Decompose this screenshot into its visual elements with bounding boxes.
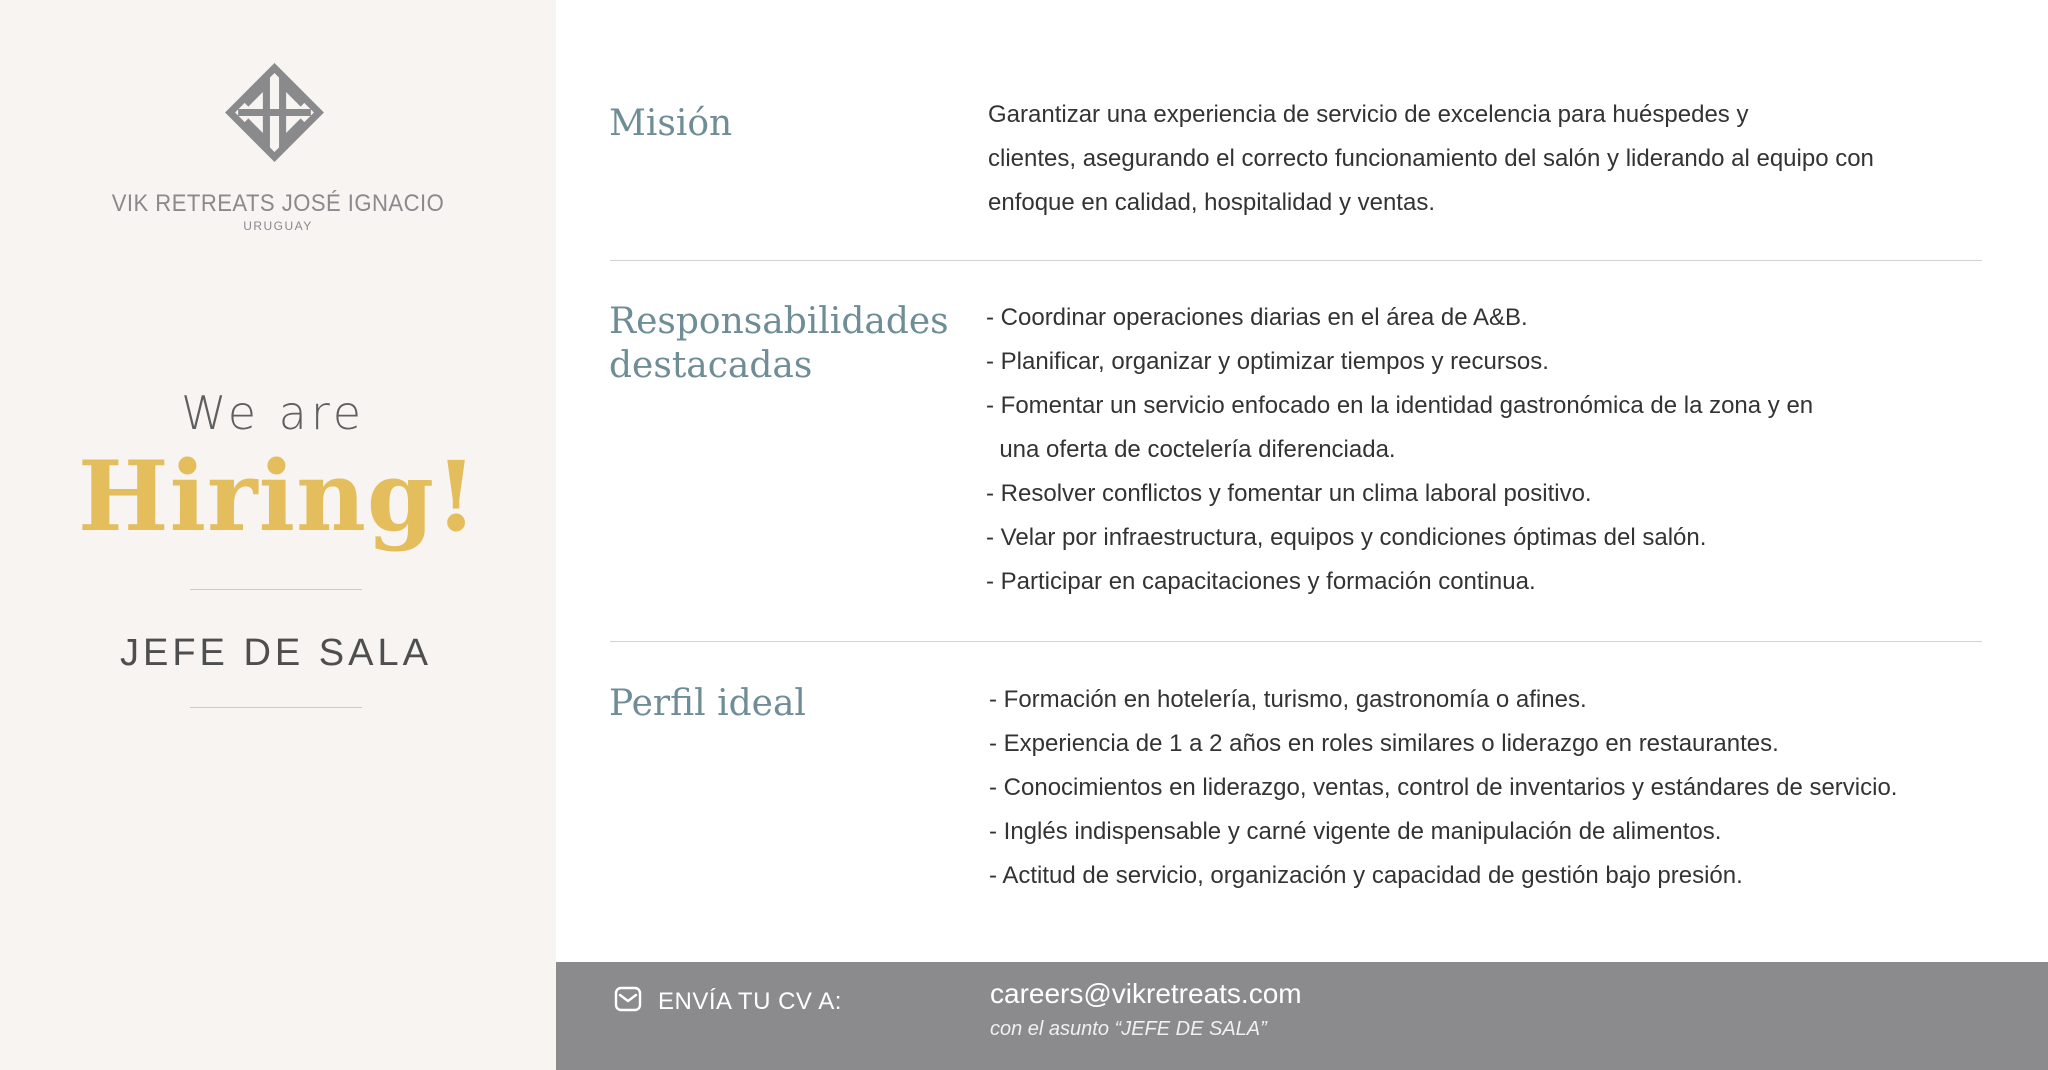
job-title: JEFE DE SALA	[120, 632, 432, 674]
brand-logo-icon	[224, 62, 325, 163]
divider-top	[190, 589, 362, 590]
mision-line: clientes, asegurando el correcto funcionamiento del salón y liderando al equipo con	[988, 145, 1874, 172]
list-item: - Experiencia de 1 a 2 años en roles similares o liderazgo en restaurantes.	[989, 730, 1779, 757]
section-body-responsabilidades	[986, 296, 1813, 604]
headline-hiring: Hiring!	[77, 440, 479, 553]
divider-bottom	[190, 707, 362, 708]
section-title-line: Responsabilidades	[609, 301, 949, 342]
list-item: una oferta de coctelería diferenciada.	[986, 436, 1396, 463]
list-item: - Planificar, organizar y optimizar tiempos y recursos.	[986, 348, 1549, 375]
brand-country: URUGUAY	[243, 219, 313, 233]
cta-label: ENVÍA TU CV A:	[658, 988, 842, 1015]
list-item: - Coordinar operaciones diarias en el área de A&B.	[986, 304, 1528, 331]
headline-we-are: We are	[180, 386, 366, 440]
list-item: - Conocimientos en liderazgo, ventas, control de inventarios y estándares de servicio.	[989, 774, 1898, 801]
section-title-responsabilidades	[609, 300, 949, 388]
list-item: - Velar por infraestructura, equipos y condiciones óptimas del salón.	[986, 524, 1707, 551]
mision-line: Garantizar una experiencia de servicio de excelencia para huéspedes y	[988, 101, 1749, 128]
section-title-line: destacadas	[609, 345, 813, 386]
mision-line: enfoque en calidad, hospitalidad y ventas.	[988, 189, 1435, 216]
left-panel	[0, 0, 556, 1070]
email-subject-note: con el asunto “JEFE DE SALA”	[990, 1018, 1267, 1040]
section-body-perfil	[989, 678, 1897, 898]
list-item: - Participar en capacitaciones y formación continua.	[986, 568, 1536, 595]
section-body-mision	[988, 93, 1874, 225]
list-item: - Actitud de servicio, organización y capacidad de gestión bajo presión.	[989, 862, 1743, 889]
list-item: - Formación en hotelería, turismo, gastronomía o afines.	[989, 686, 1587, 713]
footer-cta	[556, 962, 2048, 1070]
mail-icon	[614, 986, 642, 1012]
list-item: - Inglés indispensable y carné vigente de manipulación de alimentos.	[989, 818, 1722, 845]
section-title-perfil: Perfil ideal	[609, 683, 806, 724]
section-title-mision: Misión	[609, 103, 733, 144]
content-panel	[556, 0, 2048, 962]
section-divider	[610, 260, 1982, 261]
list-item: - Fomentar un servicio enfocado en la identidad gastronómica de la zona y en	[986, 392, 1814, 419]
email-link[interactable]: careers@vikretreats.com	[990, 978, 1302, 1009]
list-item: - Resolver conflictos y fomentar un clima laboral positivo.	[986, 480, 1592, 507]
section-divider	[610, 641, 1982, 642]
brand-name: VIK RETREATS JOSÉ IGNACIO	[111, 190, 445, 217]
